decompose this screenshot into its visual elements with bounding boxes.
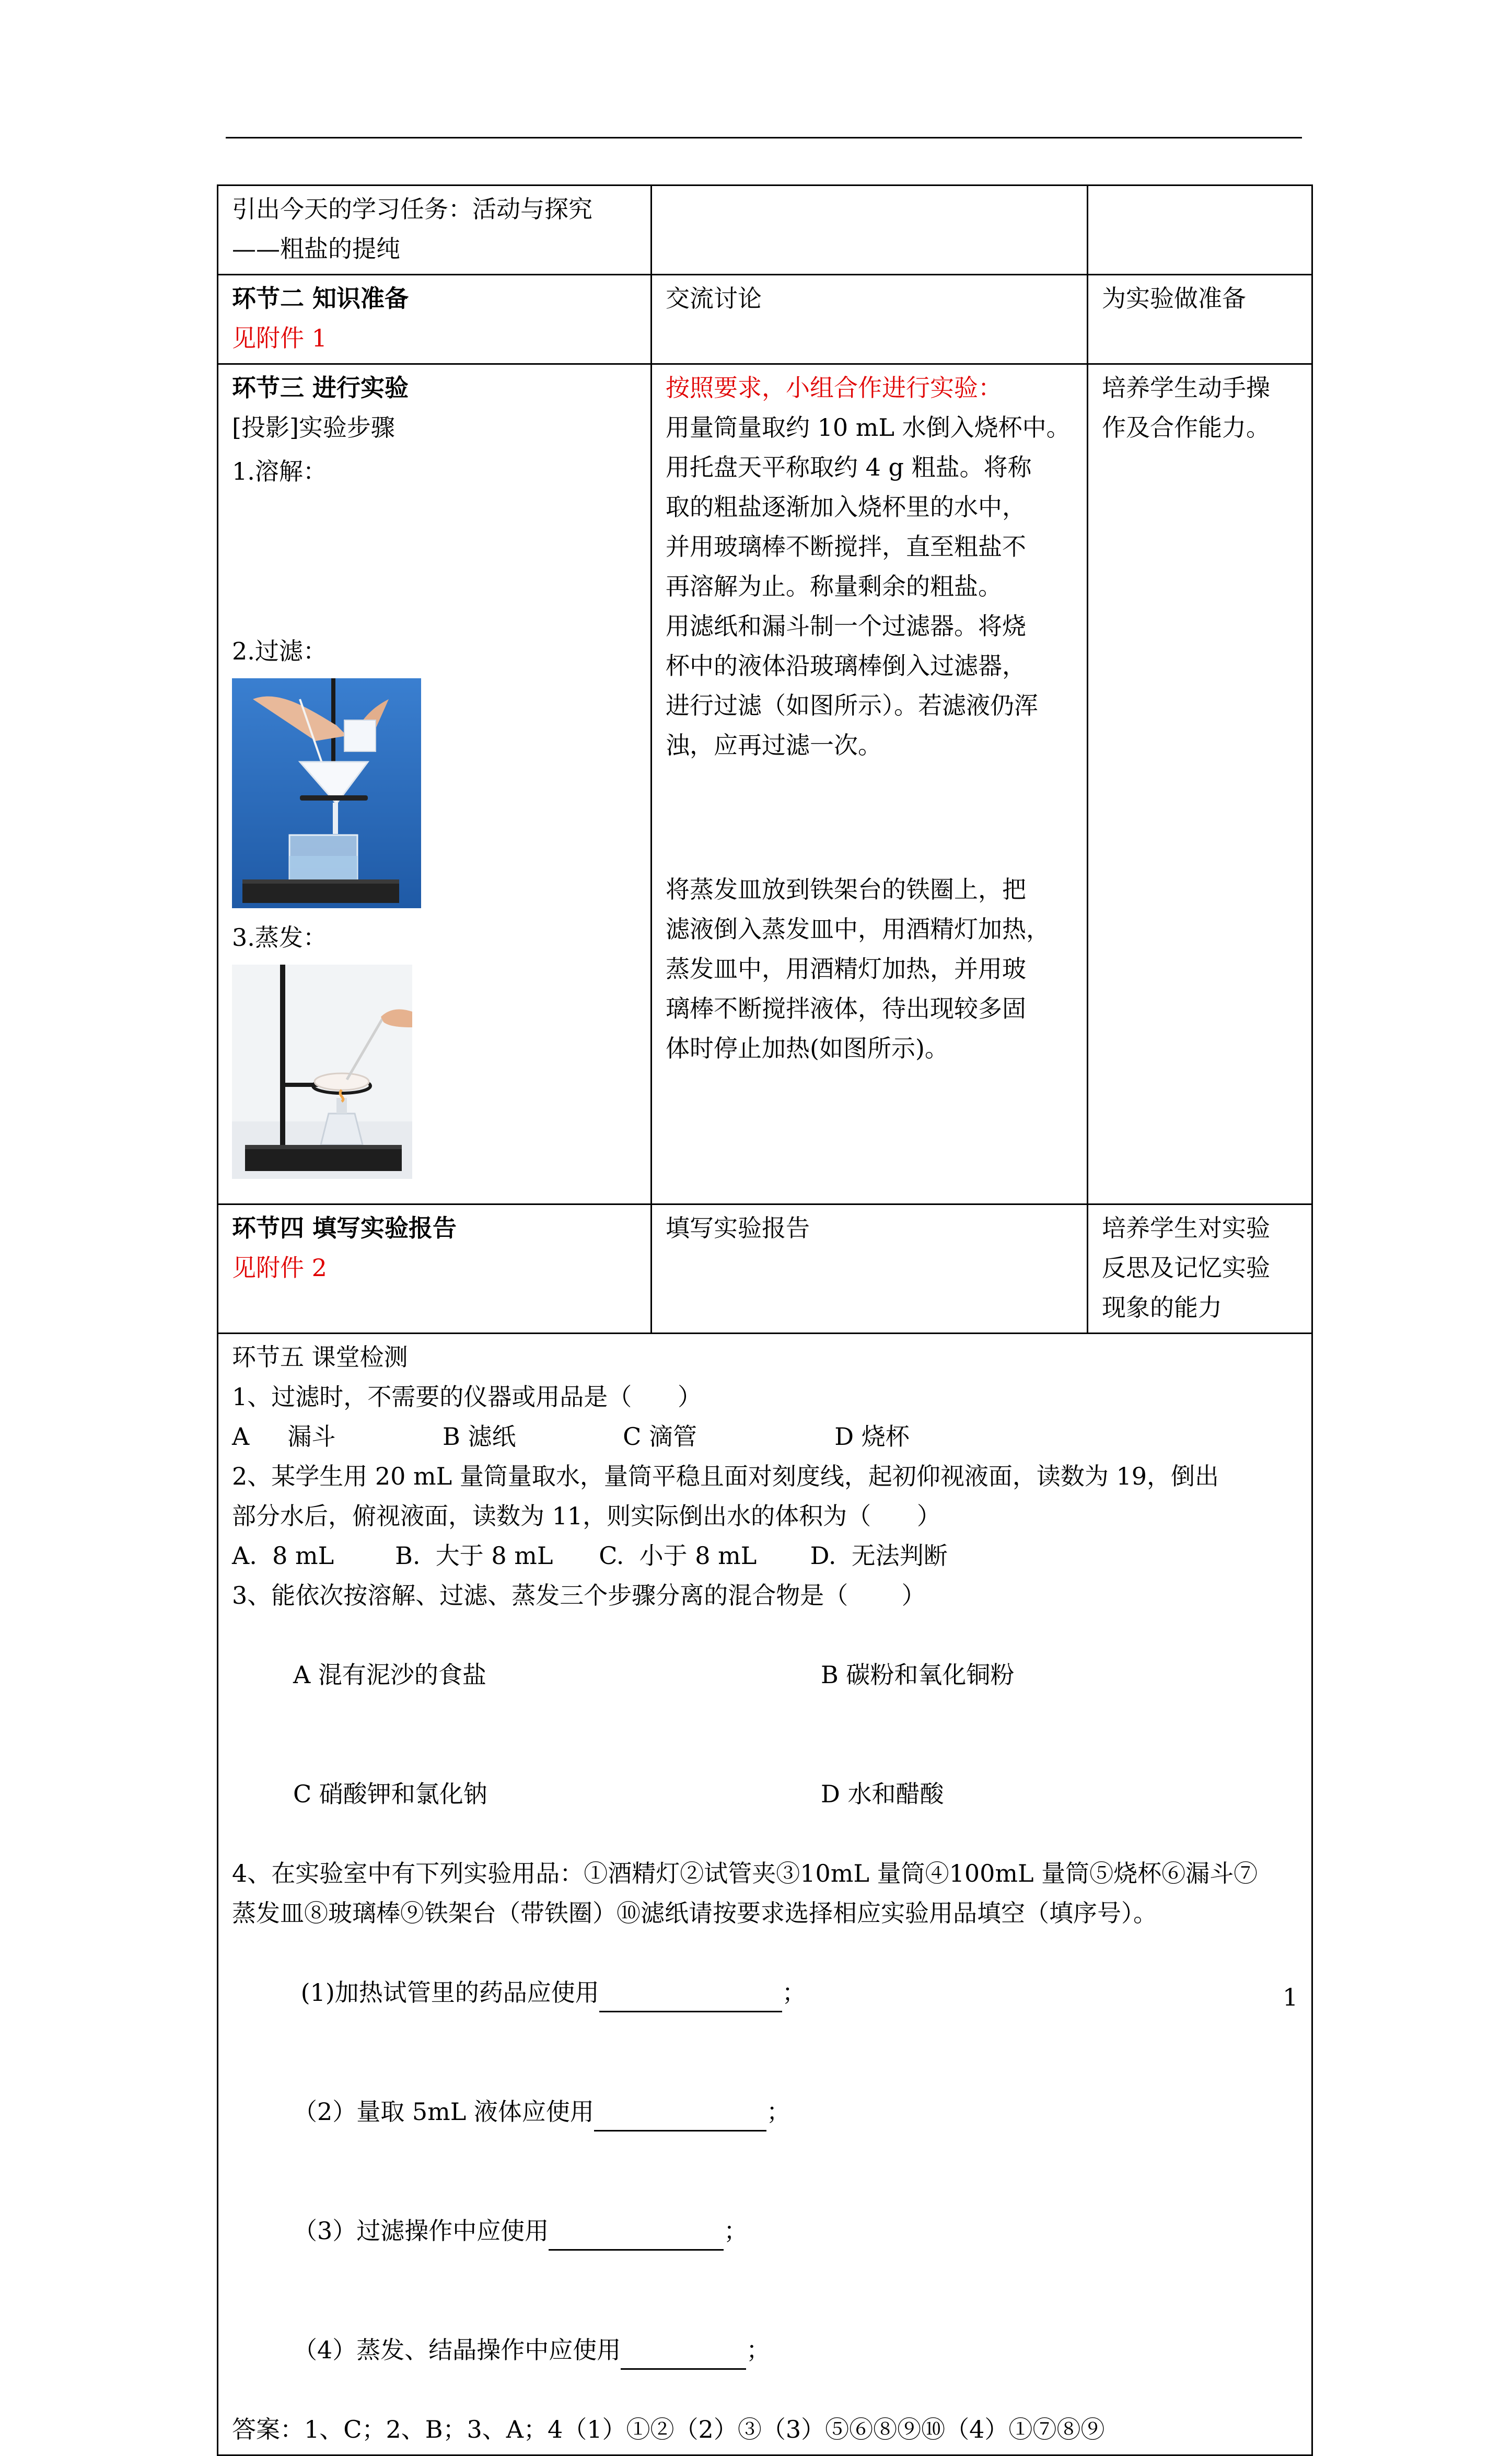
step-dissolve: 1.溶解： (232, 457, 327, 485)
question-4: 4、在实验室中有下列实验用品：①酒精灯②试管夹③10mL 量筒④100mL 量筒⑤烧杯⑥漏斗⑦ (232, 1859, 1258, 1887)
question-2: 2、某学生用 20 mL 量筒量取水，量筒平稳且面对刻度线，起初仰视液面，读数为 19，倒出 (232, 1462, 1219, 1490)
question-4-item (232, 1933, 1300, 2052)
step-filter: 2.过滤： (232, 637, 327, 665)
question-4-3: （3）过滤操作中应使用 (293, 2217, 549, 2245)
question-4-item (232, 2052, 1300, 2171)
question-2: 部分水后，俯视液面，读数为 11，则实际倒出水的体积为（ ） (232, 1502, 941, 1530)
activity-line: 用托盘天平称取约 4 g 粗盐。将称 (666, 453, 1032, 481)
question-4-1: (1)加热试管里的药品应使用 (293, 1978, 599, 2007)
option-a: A 混有泥沙的食盐 (293, 1661, 486, 1689)
purpose-text: 反思及记忆实验 (1102, 1254, 1270, 1282)
activity-line: 取的粗盐逐渐加入烧杯里的水中， (666, 493, 1026, 521)
purpose-text: 为实验做准备 (1102, 284, 1246, 312)
answer-blank (549, 2220, 724, 2251)
cell-section-2 (218, 275, 652, 364)
question-4-item (232, 2171, 1300, 2290)
question-4-item (232, 2290, 1300, 2409)
cell-student-activity (652, 364, 1088, 1204)
question-4: 蒸发皿⑧玻璃棒⑨铁架台（带铁圈）⑩滤纸请按要求选择相应实验用品填空（填序号）。 (232, 1899, 1157, 1927)
header-rule (226, 137, 1302, 138)
lesson-plan-table (217, 184, 1313, 2456)
appendix-ref: 见附件 1 (232, 324, 327, 352)
filtration-photo (232, 678, 421, 908)
activity-line: 体时停止加热(如图所示)。 (666, 1034, 949, 1062)
option-d: D 水和醋酸 (820, 1780, 944, 1808)
activity-line: 再溶解为止。称量剩余的粗盐。 (666, 572, 1002, 600)
purpose-text: 培养学生对实验 (1102, 1214, 1270, 1242)
question-1-options: A 漏斗 B 滤纸 C 滴管 D 烧杯 (232, 1422, 910, 1451)
semicolon: ； (746, 2336, 771, 2364)
activity-line: 璃棒不断搅拌液体，待出现较多固 (666, 994, 1026, 1023)
option-c: C 硝酸钾和氯化钠 (293, 1780, 487, 1808)
cell-purpose (1088, 275, 1312, 364)
activity-line: 用量筒量取约 10 mL 水倒入烧杯中。 (666, 413, 1071, 442)
activity-line: 杯中的液体沿玻璃棒倒入过滤器， (666, 652, 1026, 680)
activity-line: 浊，应再过滤一次。 (666, 731, 882, 759)
student-activity: 填写实验报告 (666, 1214, 810, 1242)
cell-student-activity (652, 275, 1088, 364)
purpose-text: 现象的能力 (1102, 1293, 1222, 1322)
section-title: 环节二 知识准备 (232, 284, 409, 312)
table-row (218, 1334, 1312, 2455)
purpose-text: 作及合作能力。 (1102, 413, 1270, 442)
projection-label: [投影]实验步骤 (232, 413, 395, 442)
cell-purpose (1088, 1204, 1312, 1334)
question-4-2: （2）量取 5mL 液体应使用 (293, 2098, 594, 2126)
section-title: 环节四 填写实验报告 (232, 1214, 457, 1242)
question-3: 3、能依次按溶解、过滤、蒸发三个步骤分离的混合物是（ ） (232, 1581, 926, 1609)
page-number: 1 (1283, 1983, 1298, 2011)
activity-line: 将蒸发皿放到铁架台的铁圈上，把 (666, 875, 1026, 903)
evaporation-photo (232, 965, 412, 1179)
purpose-text: 培养学生动手操 (1102, 374, 1270, 402)
student-activity: 交流讨论 (666, 284, 762, 312)
cell-class-quiz (218, 1334, 1312, 2455)
cell-section-3 (218, 364, 652, 1204)
activity-line: 蒸发皿中，用酒精灯加热，并用玻 (666, 955, 1026, 983)
table-row (218, 275, 1312, 364)
empty-cell (652, 186, 1088, 275)
table-row (218, 364, 1312, 1204)
task-intro-line: 引出今天的学习任务：活动与探究 (232, 195, 592, 223)
task-intro-line: ——粗盐的提纯 (232, 235, 400, 263)
answer-key: 答案：1、C；2、B；3、A；4（1）①②（2）③（3）⑤⑥⑧⑨⑩（4）①⑦⑧⑨ (232, 2415, 1105, 2443)
question-2-options: A. 8 mL B. 大于 8 mL C. 小于 8 mL D. 无法判断 (232, 1542, 948, 1570)
empty-cell (1088, 186, 1312, 275)
cell-section-4 (218, 1204, 652, 1334)
table-row (218, 1204, 1312, 1334)
question-3-options-ab (232, 1615, 1300, 1734)
answer-blank (594, 2101, 766, 2131)
semicolon: ； (724, 2217, 748, 2245)
activity-line: 进行过滤（如图所示）。若滤液仍浑 (666, 691, 1038, 720)
answer-blank (599, 1982, 782, 2012)
semicolon: ； (766, 2098, 790, 2126)
cell-purpose (1088, 364, 1312, 1204)
activity-heading: 按照要求，小组合作进行实验： (666, 374, 1002, 402)
semicolon: ； (782, 1978, 806, 2007)
option-b: B 碳粉和氧化铜粉 (820, 1661, 1015, 1689)
step-evaporate: 3.蒸发： (232, 923, 327, 952)
question-1: 1、过滤时，不需要的仪器或用品是（ ） (232, 1383, 702, 1411)
table-row (218, 186, 1312, 275)
cell-student-activity (652, 1204, 1088, 1334)
section-title: 环节三 进行实验 (232, 374, 409, 402)
section-title: 环节五 课堂检测 (232, 1343, 408, 1371)
activity-line: 滤液倒入蒸发皿中，用酒精灯加热， (666, 915, 1050, 943)
question-3-options-cd (232, 1734, 1300, 1853)
question-4-4: （4）蒸发、结晶操作中应使用 (293, 2336, 621, 2364)
activity-line: 用滤纸和漏斗制一个过滤器。将烧 (666, 612, 1026, 640)
answer-blank (621, 2339, 746, 2370)
appendix-ref: 见附件 2 (232, 1254, 327, 1282)
cell-task-intro (218, 186, 652, 275)
activity-line: 并用玻璃棒不断搅拌，直至粗盐不 (666, 532, 1026, 561)
